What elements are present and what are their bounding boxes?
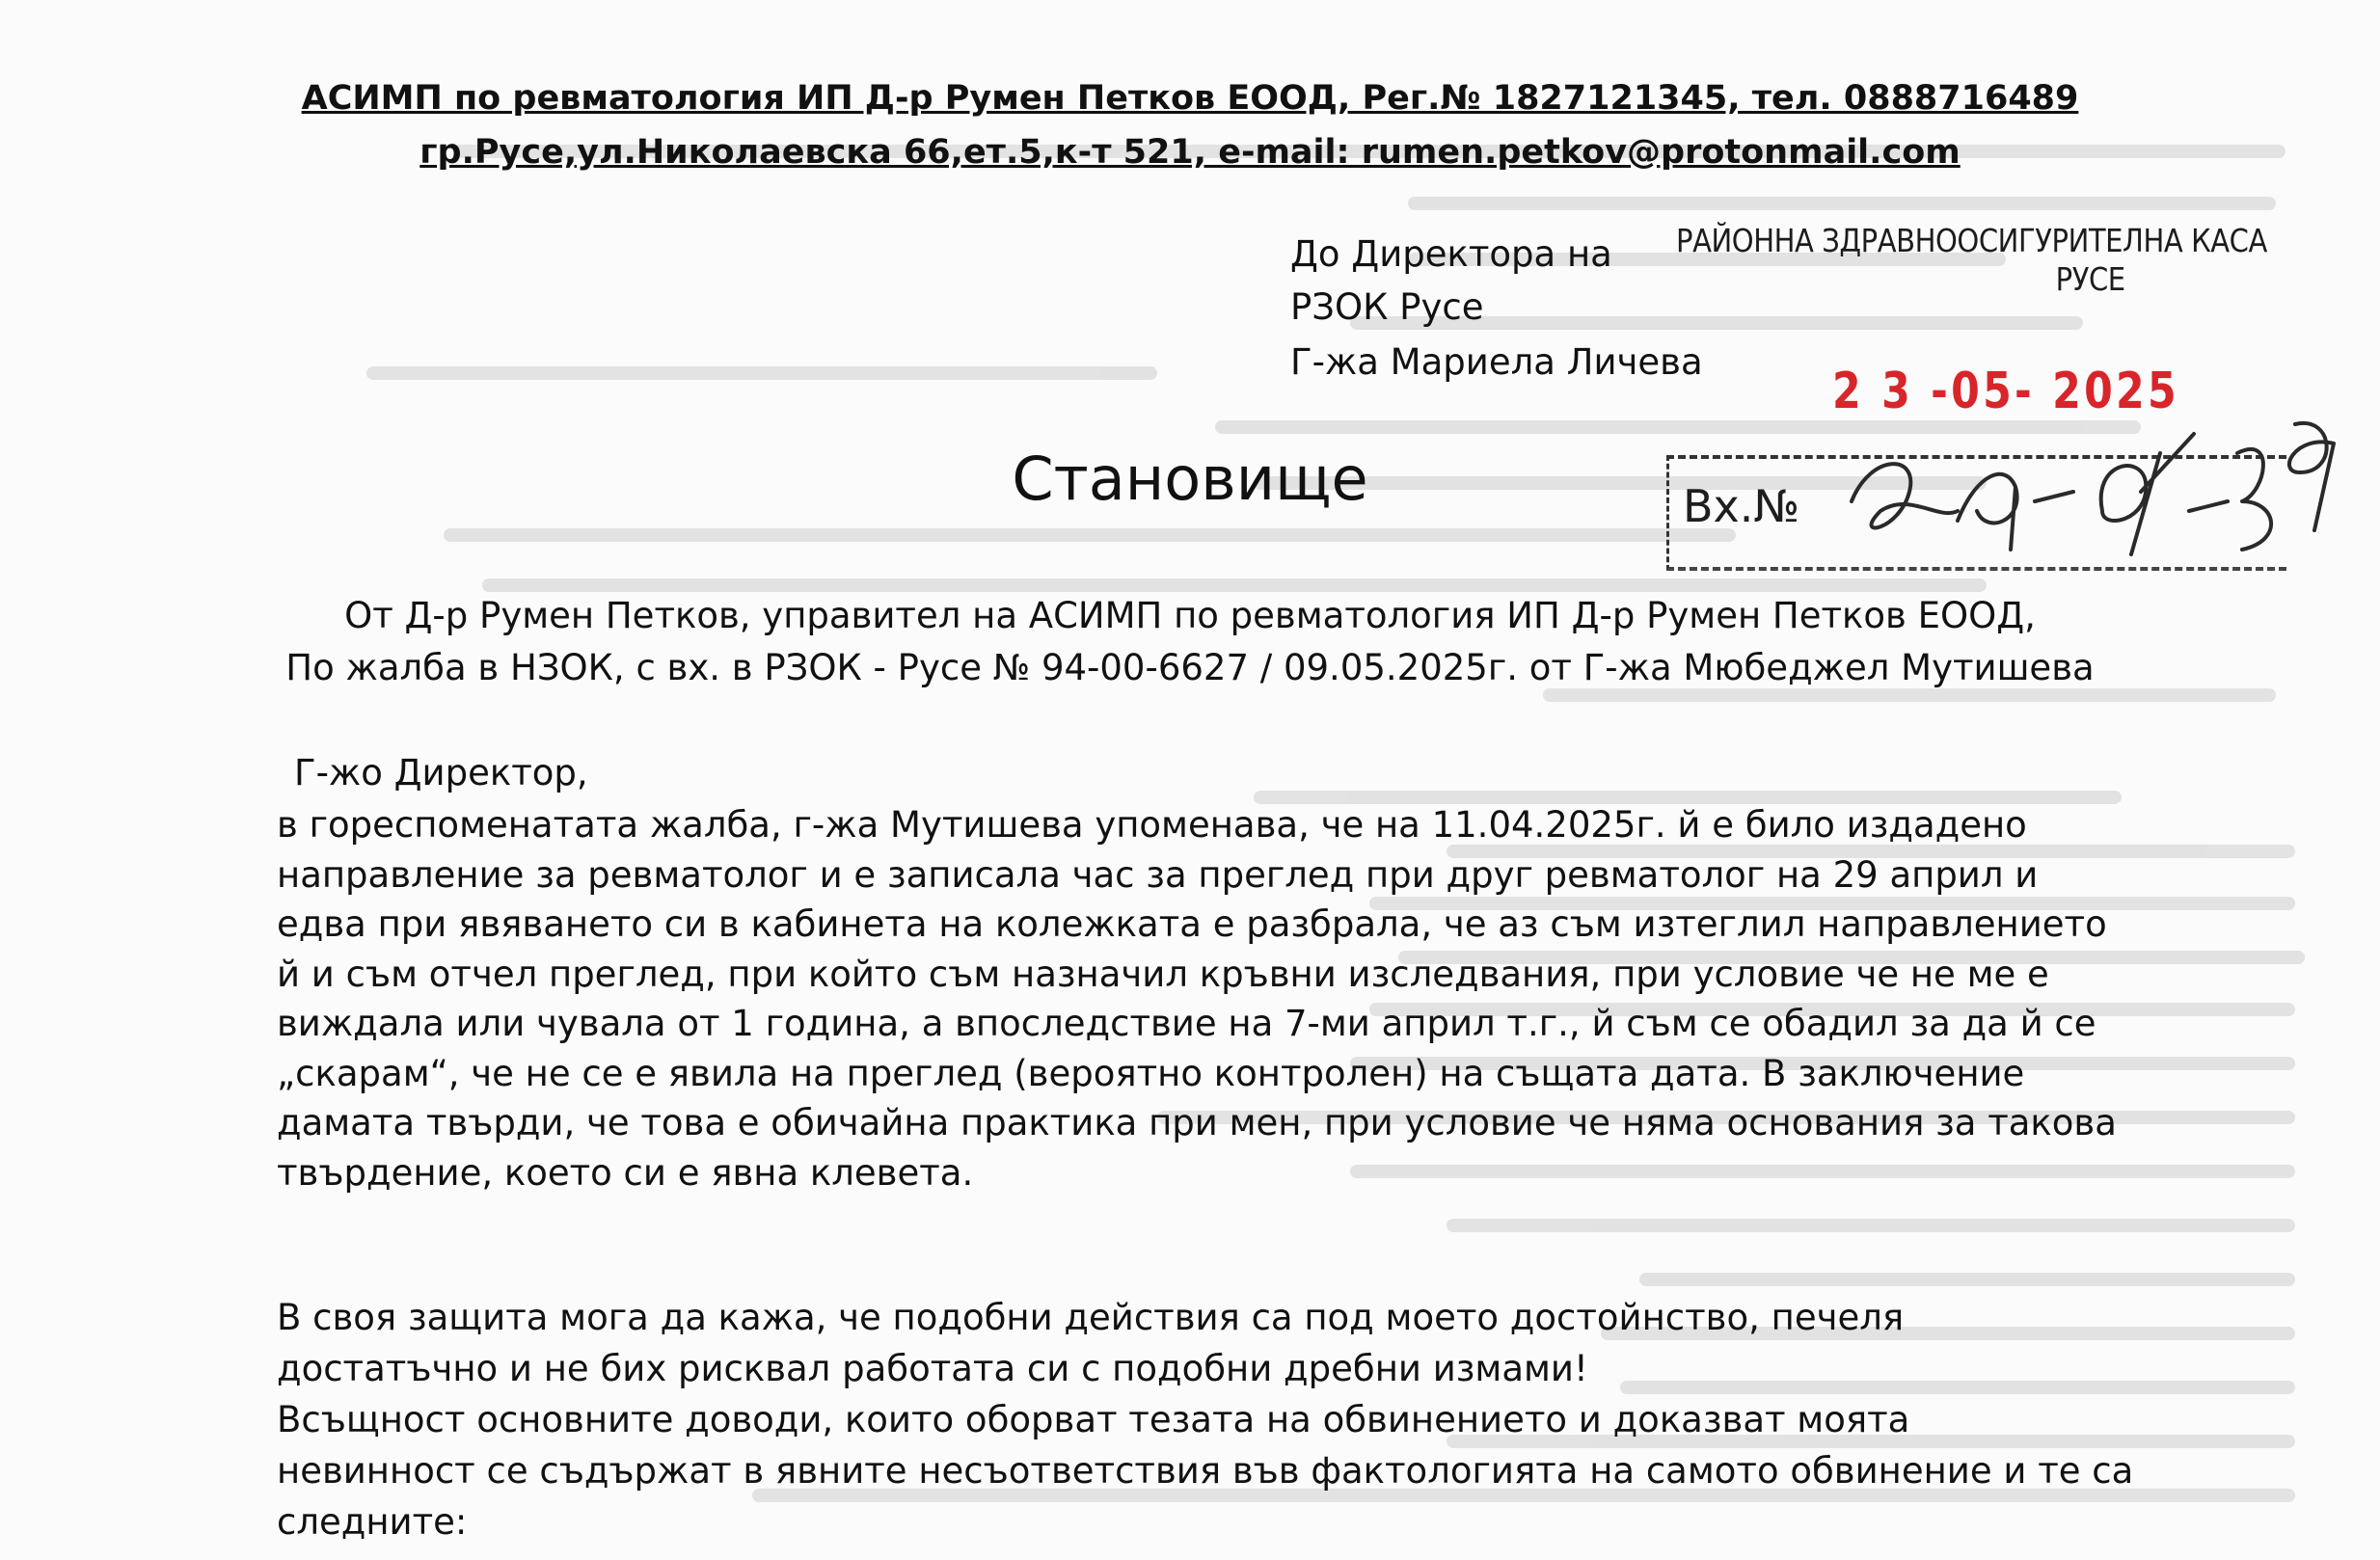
letterhead-line-1: АСИМП по ревматология ИП Д-р Румен Петков ЕООД, Рег.№ 1827121345, тел. 0888716489 bbox=[301, 79, 2079, 118]
body-line: невинност се съдържат в явните несъответствия във фактологията на самото обвинение и те са bbox=[277, 1450, 2134, 1492]
body-paragraph-1 bbox=[277, 800, 2117, 1197]
stamp-organization bbox=[1676, 222, 2267, 299]
body-line: Всъщност основните доводи, които оборват тезата на обвинението и доказват моята bbox=[277, 1399, 1910, 1440]
body-line: достатъчно и не бих рисквал работата си с подобни дребни измами! bbox=[277, 1348, 1588, 1389]
body-line: в гореспоменатата жалба, г-жа Мутишева упоменава, че на 11.04.2025г. й е било издадено bbox=[277, 804, 2027, 846]
body-line: едва при явяването си в кабинета на колежката е разбрала, че аз съм изтеглил направлението bbox=[277, 903, 2107, 945]
body-line: следните: bbox=[277, 1501, 468, 1543]
body-line: направление за ревматолог и е записала час за преглед при друг ревматолог на 29 април и bbox=[277, 853, 2039, 896]
incoming-number-label: Вх.№ bbox=[1683, 480, 1800, 532]
stamp-date: 2 3 -05- 2025 bbox=[1832, 363, 2179, 420]
document-title: Становище bbox=[1012, 444, 1368, 514]
from-block bbox=[0, 590, 2380, 694]
from-line-1: От Д-р Румен Петков, управител на АСИМП по ревматология ИП Д-р Румен Петков ЕООД, bbox=[344, 595, 2036, 636]
addressee-line-3: Г-жа Мариела Личева bbox=[1290, 341, 1703, 383]
body-line: й и съм отчел преглед, при който съм назначил кръвни изследвания, при условие че не ме е bbox=[277, 953, 2049, 995]
stamp-org-line-2: РУСЕ bbox=[2055, 260, 2125, 298]
body-line: В своя защита мога да кажа, че подобни действия са под моето достойнство, печеля bbox=[277, 1297, 1905, 1338]
body-line: „скарам“, че не се е явила на преглед (вероятно контролен) на същата дата. В заключение bbox=[277, 1052, 2025, 1094]
body-line: виждала или чувала от 1 година, а впоследствие на 7-ми април т.г., й съм се обадил за да й се bbox=[277, 1003, 2096, 1044]
addressee-line-2: РЗОК Русе bbox=[1290, 286, 1484, 328]
from-line-2: По жалба в НЗОК, с вх. в РЗОК - Русе № 94-00-6627 / 09.05.2025г. от Г-жа Мюбеджел Мутишева bbox=[285, 647, 2095, 688]
letterhead-line-2: гр.Русе,ул.Николаевска 66,ет.5,к-т 521, e-mail: rumen.petkov@protonmail.com bbox=[419, 133, 1961, 172]
body-paragraph-2 bbox=[277, 1292, 2133, 1547]
body-line: твърдение, което си е явна клевета. bbox=[277, 1151, 974, 1194]
body-line: дамата твърди, че това е обичайна практика при мен, при условие че няма основания за такова bbox=[277, 1102, 2117, 1143]
greeting: Г-жо Директор, bbox=[294, 752, 588, 793]
addressee-line-1: До Директора на bbox=[1290, 233, 1612, 275]
stamp-org-line-1: РАЙОННА ЗДРАВНООСИГУРИТЕЛНА КАСА bbox=[1676, 222, 2267, 259]
